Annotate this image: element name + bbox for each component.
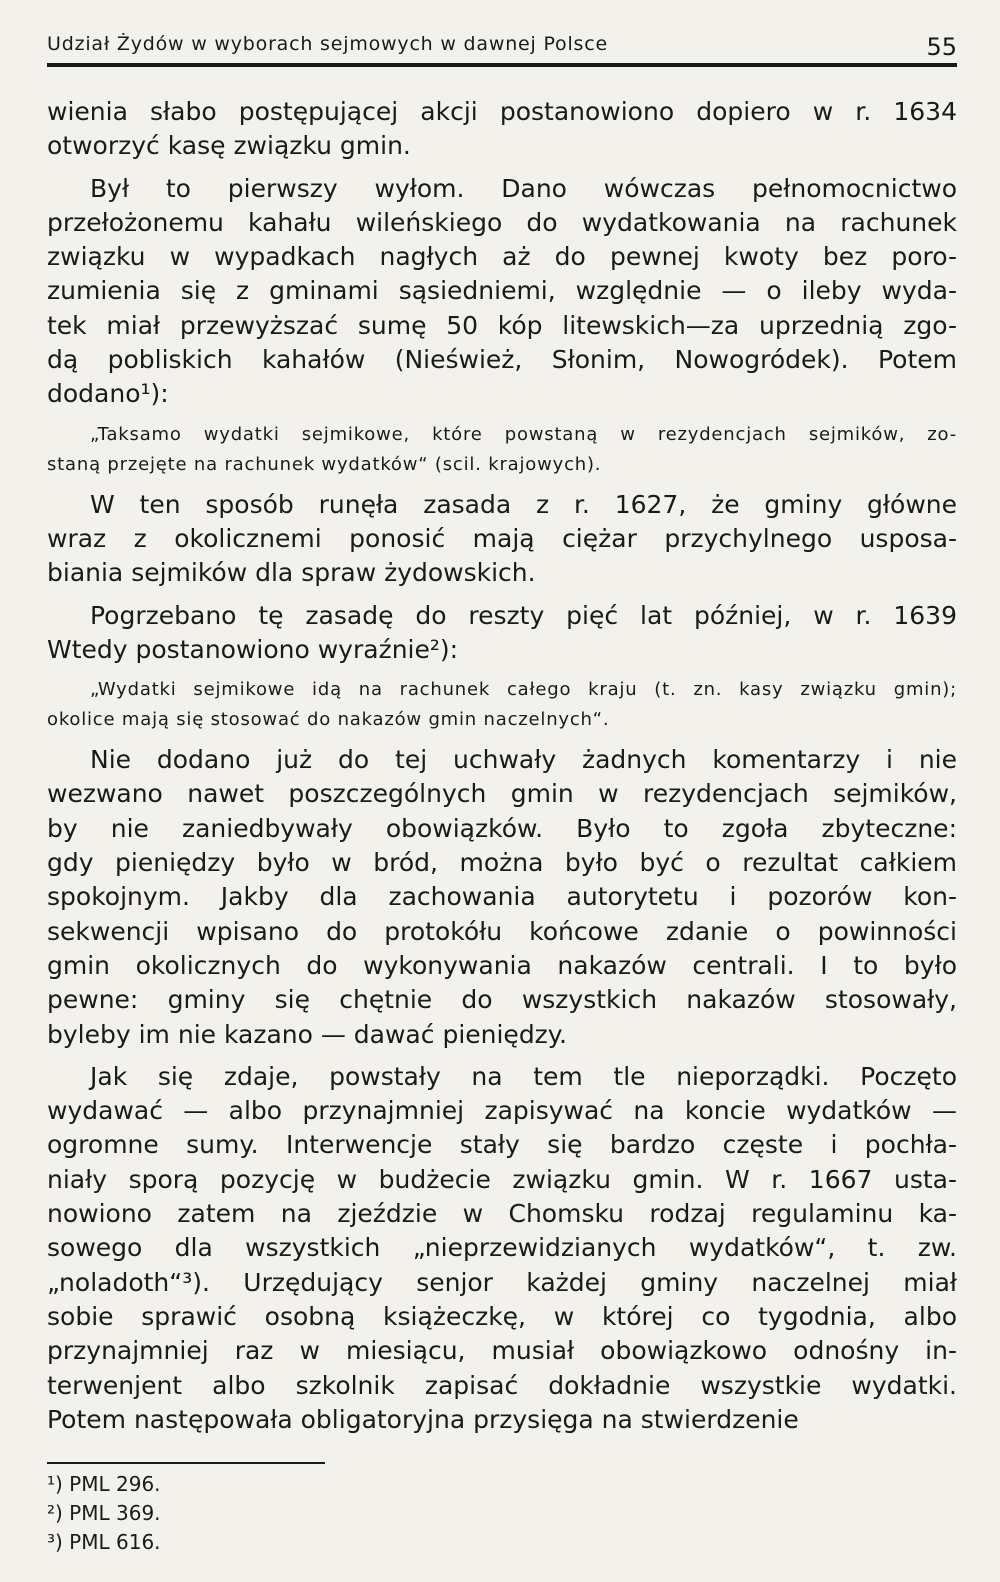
paragraph <box>47 488 957 591</box>
footnote <box>47 1470 161 1499</box>
text-line: staną przejęte na rachunek wydatków“ (scil. krajowych). <box>47 453 602 475</box>
block-quote <box>47 675 957 735</box>
text-line: W ten sposób runęła zasada z r. 1627, że gminy główne <box>90 489 957 519</box>
footnote-text: PML 616. <box>62 1530 161 1554</box>
text-line: sowego dla wszystkich „nieprzewidzianych wydatków“, t. zw. <box>47 1233 957 1263</box>
text-line: wezwano nawet poszczególnych gmin w rezydencjach sejmików, <box>47 779 957 809</box>
footnote-rule <box>47 1462 325 1464</box>
footnote-text: PML 296. <box>62 1472 161 1496</box>
text-line: pewne: gminy się chętnie do wszystkich nakazów stosowały, <box>47 985 957 1015</box>
running-header <box>47 33 957 67</box>
text-line: wydawać — albo przynajmniej zapisywać na koncie wydatków — <box>47 1096 957 1126</box>
footnote-text: PML 369. <box>62 1501 161 1525</box>
text-line: Jak się zdaje, powstały na tem tle nieporządki. Poczęto <box>90 1061 957 1091</box>
text-line: „Taksamo wydatki sejmikowe, które powstaną w rezydencjach sejmików, zo- <box>90 423 957 445</box>
paragraph <box>47 599 957 668</box>
text-line: „Wydatki sejmikowe idą na rachunek całego kraju (t. zn. kasy związku gmin); <box>90 679 957 701</box>
text-line: gdy pieniędzy było w bród, można było być o rezultat całkiem <box>47 848 957 878</box>
text-line: „noladoth“³). Urzędujący senjor każdej gminy naczelnej miał <box>47 1267 957 1297</box>
text-line: biania sejmików dla spraw żydowskich. <box>47 558 536 588</box>
paragraph <box>47 95 957 164</box>
block-quote <box>47 420 957 480</box>
text-line: Wtedy postanowiono wyraźnie²): <box>47 634 459 664</box>
footnote-mark: ²) <box>47 1501 63 1525</box>
page-number: 55 <box>926 33 957 61</box>
header-rule <box>47 63 957 67</box>
text-line: dodano¹): <box>47 379 169 409</box>
paragraph <box>47 743 957 1052</box>
text-line: Nie dodano już do tej uchwały żadnych komentarzy i nie <box>90 745 957 775</box>
text-line: wraz z okolicznemi ponosić mają ciężar przychylnego usposa- <box>47 523 957 553</box>
text-line: spokojnym. Jakby dla zachowania autorytetu i pozorów kon- <box>47 882 957 912</box>
main-text <box>47 95 957 1437</box>
text-line: przełożonemu kahału wileńskiego do wydatkowania na rachunek <box>47 207 957 237</box>
footnote-mark: ³) <box>47 1530 63 1554</box>
text-line: Był to pierwszy wyłom. Dano wówczas pełnomocnictwo <box>90 173 957 203</box>
text-line: terwenjent albo szkolnik zapisać dokładnie wszystkie wydatki. <box>47 1370 957 1400</box>
text-line: sekwencji wpisano do protokółu końcowe zdanie o powinności <box>47 916 957 946</box>
text-line: otworzyć kasę związku gmin. <box>47 131 411 161</box>
text-line: dą pobliskich kahałów (Nieśwież, Słonim, Nowogródek). Potem <box>47 345 957 375</box>
text-line: tek miał przewyższać sumę 50 kóp litewskich—za uprzednią zgo- <box>47 310 957 340</box>
text-line: Potem następowała obligatoryjna przysięga na stwierdzenie <box>47 1404 799 1434</box>
paragraph <box>47 172 957 412</box>
footnote <box>47 1499 161 1528</box>
text-line: ogromne sumy. Interwencje stały się bardzo częste i pochła- <box>47 1130 957 1160</box>
text-line: niały sporą pozycję w budżecie związku gmin. W r. 1667 usta- <box>47 1164 957 1194</box>
text-line: nowiono zatem na zjeździe w Chomsku rodzaj regulaminu ka- <box>47 1199 957 1229</box>
book-page <box>47 0 957 1582</box>
text-line: gmin okolicznych do wykonywania nakazów centrali. I to było <box>47 950 957 980</box>
text-line: zumienia się z gminami sąsiedniemi, względnie — o ileby wyda- <box>47 276 957 306</box>
text-line: by nie zaniedbywały obowiązków. Było to zgoła zbyteczne: <box>47 813 957 843</box>
text-line: sobie sprawić osobną książeczkę, w której co tygodnia, albo <box>47 1301 957 1331</box>
text-line: wienia słabo postępującej akcji postanowiono dopiero w r. 1634 <box>47 97 957 126</box>
footnote <box>47 1528 161 1557</box>
text-line: Pogrzebano tę zasadę do reszty pięć lat później, w r. 1639 <box>90 600 957 630</box>
text-line: związku w wypadkach nagłych aż do pewnej kwoty bez poro- <box>47 242 957 272</box>
paragraph <box>47 1060 957 1437</box>
running-title: Udział Żydów w wyborach sejmowych w dawnej Polsce <box>47 33 608 55</box>
footnote-mark: ¹) <box>47 1472 63 1496</box>
text-line: okolice mają się stosować do nakazów gmin naczelnych“. <box>47 709 610 731</box>
text-line: przynajmniej raz w miesiącu, musiał obowiązkowo odnośny in- <box>47 1336 957 1366</box>
text-line: byleby im nie kazano — dawać pieniędzy. <box>47 1019 567 1049</box>
footnotes <box>47 1470 161 1557</box>
